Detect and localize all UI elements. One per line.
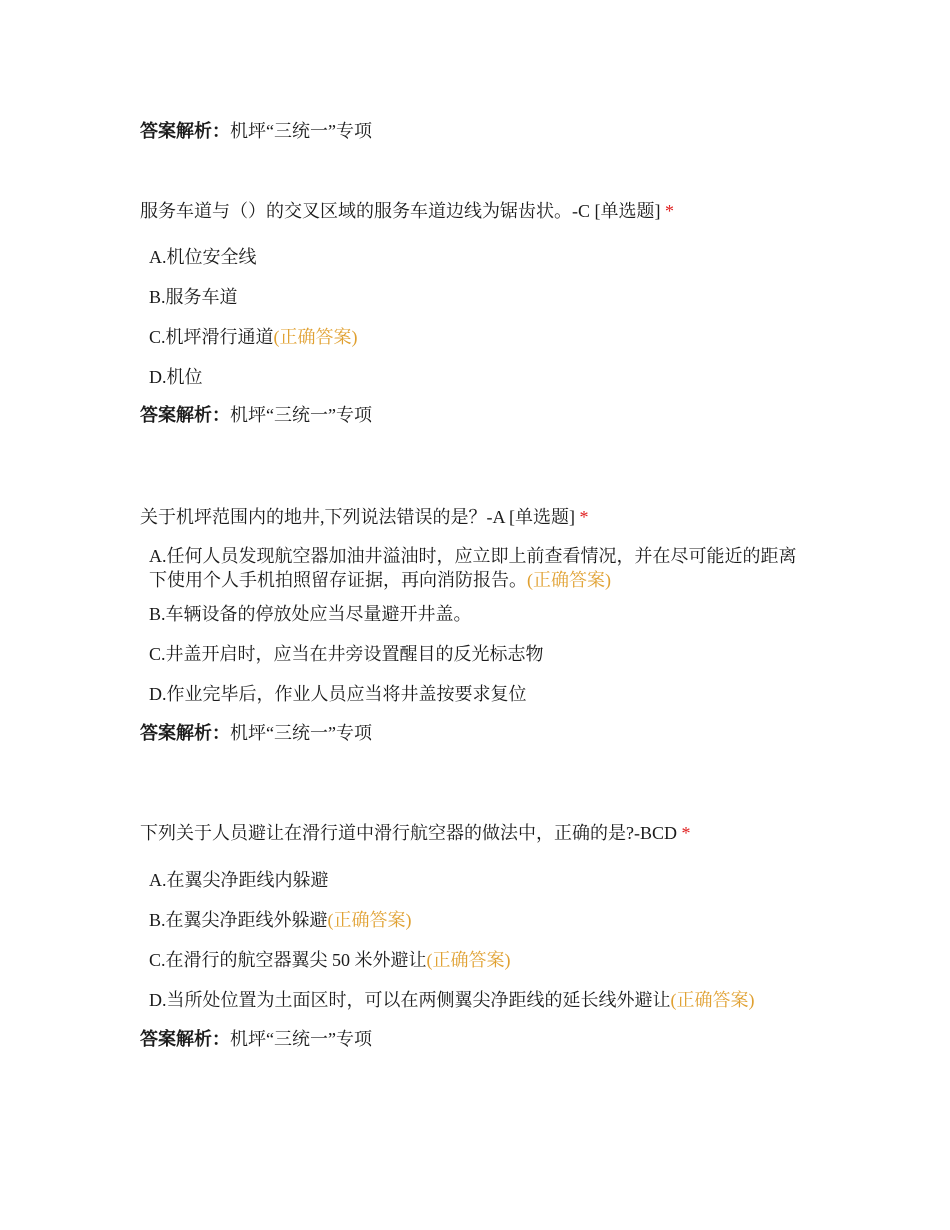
option-d[interactable]: D.当所处位置为土面区时，可以在两侧翼尖净距线的延长线外避让(正确答案) — [149, 990, 755, 1010]
option-c[interactable]: C.在滑行的航空器翼尖 50 米外避让(正确答案) — [149, 950, 511, 970]
analysis-text: 机坪“三统一”专项 — [230, 1029, 372, 1049]
correct-answer-tag: (正确答案) — [273, 327, 358, 347]
analysis-label: 答案解析： — [140, 121, 230, 141]
option-d[interactable]: D.作业完毕后，作业人员应当将井盖按要求复位 — [149, 684, 527, 704]
correct-answer-tag: (正确答案) — [527, 570, 611, 590]
option-c[interactable]: C.井盖开启时，应当在井旁设置醒目的反光标志物 — [149, 644, 544, 664]
analysis-text: 机坪“三统一”专项 — [230, 121, 372, 141]
question-text: 关于机坪范围内的地井,下列说法错误的是？-A [单选题] — [140, 507, 575, 527]
required-mark: * — [681, 823, 691, 843]
question-text: 服务车道与（）的交叉区域的服务车道边线为锯齿状。-C [单选题] — [140, 201, 661, 221]
option-b[interactable]: B.服务车道 — [149, 287, 238, 307]
analysis-label: 答案解析： — [140, 1029, 230, 1049]
analysis-line — [140, 1027, 372, 1051]
option-a[interactable]: A.任何人员发现航空器加油井溢油时，应立即上前查看情况，并在尽可能近的距离下使用个人手机拍照留存证据，再向消防报告。(正确答案) — [149, 546, 797, 590]
correct-answer-tag: (正确答案) — [670, 990, 755, 1010]
question-text: 下列关于人员避让在滑行道中滑行航空器的做法中，正确的是?-BCD — [140, 823, 677, 843]
option-b[interactable]: B.在翼尖净距线外躲避(正确答案) — [149, 910, 412, 930]
correct-answer-tag: (正确答案) — [426, 950, 511, 970]
question-title — [140, 199, 674, 223]
required-mark: * — [579, 507, 589, 527]
analysis-label: 答案解析： — [140, 405, 230, 425]
option-b[interactable]: B.车辆设备的停放处应当尽量避开井盖。 — [149, 604, 472, 624]
analysis-text: 机坪“三统一”专项 — [230, 405, 372, 425]
question-title — [140, 821, 691, 845]
analysis-label: 答案解析： — [140, 723, 230, 743]
option-d[interactable]: D.机位 — [149, 367, 203, 387]
analysis-line — [140, 119, 372, 143]
analysis-text: 机坪“三统一”专项 — [230, 723, 372, 743]
required-mark: * — [665, 201, 674, 221]
option-c[interactable]: C.机坪滑行通道(正确答案) — [149, 327, 358, 347]
analysis-line — [140, 403, 372, 427]
option-a[interactable]: A.机位安全线 — [149, 247, 257, 267]
question-title — [140, 505, 589, 529]
analysis-line — [140, 721, 372, 745]
option-a[interactable]: A.在翼尖净距线内躲避 — [149, 870, 329, 890]
correct-answer-tag: (正确答案) — [327, 910, 412, 930]
